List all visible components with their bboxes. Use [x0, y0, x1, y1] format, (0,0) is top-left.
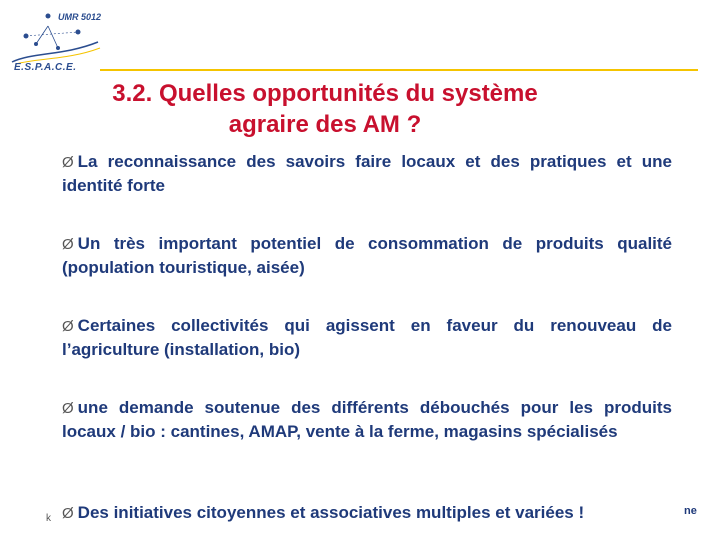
- bullet-arrow-icon: Ø: [62, 505, 74, 522]
- bullet-arrow-icon: Ø: [62, 318, 74, 335]
- footer-left: k: [46, 513, 51, 524]
- bullet-text: Certaines collectivités qui agissent en faveur du renouveau de l’agriculture (installation, bio): [62, 316, 672, 359]
- bullet-item: [62, 232, 672, 279]
- bullet-item: [62, 150, 672, 197]
- bullet-text: une demande soutenue des différents débouchés pour les produits locaux / bio : cantines, AMAP, vente à la ferme, magasins spécialisés: [62, 398, 672, 441]
- bullet-arrow-icon: Ø: [62, 154, 74, 171]
- bullet-arrow-icon: Ø: [62, 400, 74, 417]
- footer-right: ne: [684, 505, 697, 517]
- logo-name: E.S.P.A.C.E.: [14, 62, 77, 73]
- bullet-item: [62, 314, 672, 361]
- page-title: 3.2. Quelles opportunités du système agraire des AM ?: [112, 80, 538, 138]
- bullet-text: Un très important potentiel de consommation de produits qualité (population touristique, aisée): [62, 234, 672, 277]
- bullet-arrow-icon: Ø: [62, 236, 74, 253]
- bullet-text: Des initiatives citoyennes et associatives multiples et variées !: [77, 503, 585, 522]
- bullet-item: [62, 396, 672, 443]
- header-rule: [100, 69, 698, 71]
- bullet-item: [62, 501, 672, 525]
- logo-tag: UMR 5012: [58, 12, 102, 22]
- bullet-text: La reconnaissance des savoirs faire locaux et des pratiques et une identité forte: [62, 152, 672, 195]
